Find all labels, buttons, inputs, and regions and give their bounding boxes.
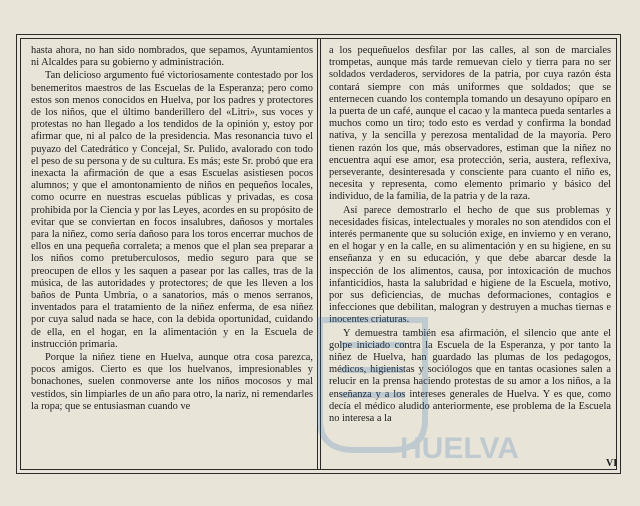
paragraph: Y demuestra también esa afirmación, el silencio que ante el golpe iniciado contra la Escuela de la Esperanza, y por tanto la niñez de Huelva, han guardado las plumas de los pedagogos, médicos, higienistas y sociólogos que en tantas ocasiones salen a relucir en la prensa haciendo protestas de su amor a los niños, a la enseñanza y a los intereses generales de Huelva. Y es que, como decía el médico aludido anteriormente, ese problema de la Escuela no interesa a la (329, 327, 611, 425)
column-divider (317, 39, 318, 469)
paragraph: hasta ahora, no han sido nombrados, que sepamos, Ayuntamientos ni Alcaldes para su gobierno y administración. (31, 45, 313, 69)
paragraph: Porque la niñez tiene en Huelva, aunque otra cosa parezca, pocos amigos. Cierto es que los huelvanos, impresionables y bonachones, suelen conmoverse ante los niños mocosos y mal vestidos, sin limpiarles de un año para otro, la nariz, ni remendarles la ropa; que se entusiasman cuando ve (31, 352, 313, 412)
watermark-text: HUELVA (400, 432, 519, 465)
page-border-frame (16, 34, 621, 474)
paragraph: a los pequeñuelos desfilar por las calles, al son de marciales trompetas, aunque más tarde remuevan cielo y tierra para no ser soldados verdaderos, servidores de la patria, por cuya razón ésta contará siempre con más uniformes que soldados; que se enternecen cuando los contempla tomando un desayuno opíparo en la puerta de un café, aunque el cacao y la manteca pueda sentarles a muchos como un tiro; todo esto es verdad y confirma la bondad nativa, y la sencilla y perezosa mentalidad de la mayoría. Pero tienen razón los que, más observadores, estiman que la niñez no encuentra aquí ese amor, esa protección, seria, austera, reflexiva, perseverante, desinteresada y consciente para cuanto el niño es, necesita y representa, como elemento primario y básico del individuo, de la familia, de la patria y de la raza. (329, 45, 611, 203)
page-number: VI (606, 458, 618, 469)
paragraph: Tan delicioso argumento fué victoriosamente contestado por los benemeritos maestros de las Escuelas de la Esperanza; pero como estos son menos conocidos en Huelva, por los padres y protectores de los niños, que el último banderillero del «Litri», sus voces y protestas no han llegado a los tendidos de la opinión y, estoy por afirmar que, ni al palco de la presidencia. Mas resonancia tuvo el puyazo del Catedrático y Concejal, Sr. Pulido, avalorado con todo el peso de su persona y de su cultura. Es más; este Sr. probó que era inexacta la afirmación de que a esas Escuelas asistiesen pocos alumnos; y que el amontonamiento de niños en pequeños locales, como ocurre en nuestras escuelas públicas y privadas, es cosa prohibida por la Ciencia y por las Leyes, acordes en su propósito de evitar que se conviertan en focos insalubres, dañosos y mortales para la niñez, como sería dañoso para los toros encerrar muchos de ellos en una pequeña corraleta; a menos que el plan sea preparar a los niños como pretuberculosos, medio seguro para que se preocupen de ellos y les saquen a pasear por las calles, tras de la música, de las autoridades y protectores; de que les lleven a los baños de Punta Umbría, o a sanatorios, más o menos serranos, inventados para el tratamiento de la niñez enferma, de esa niñez por cuya salud nada se hace, con la debida oportunidad, cuidando de ella, en el hogar, en la alimentación y en la Escuela de instrucción primaria. (31, 70, 313, 350)
left-text-column (31, 45, 313, 465)
paragraph: Así parece demostrarlo el hecho de que sus problemas y necesidades físicas, intelectuales y morales no son atendidos con el interés permanente que su solución exige, en invierno y en verano, en el hogar y en la calle, en su alimentación y en su higiene, en su enseñanza y en su educación, y que debe abarcar desde la inspección de los alimentos, causa, por intoxicación de muchos infanticidios, hasta la salubridad e higiene de la Escuela, motivo, por sus deficiencias, de muchas deformaciones, contagios e infecciones que debilitan, malogran y destruyen a muchas tiernas e inocentes criaturas. (329, 204, 611, 326)
right-text-column (329, 45, 611, 465)
